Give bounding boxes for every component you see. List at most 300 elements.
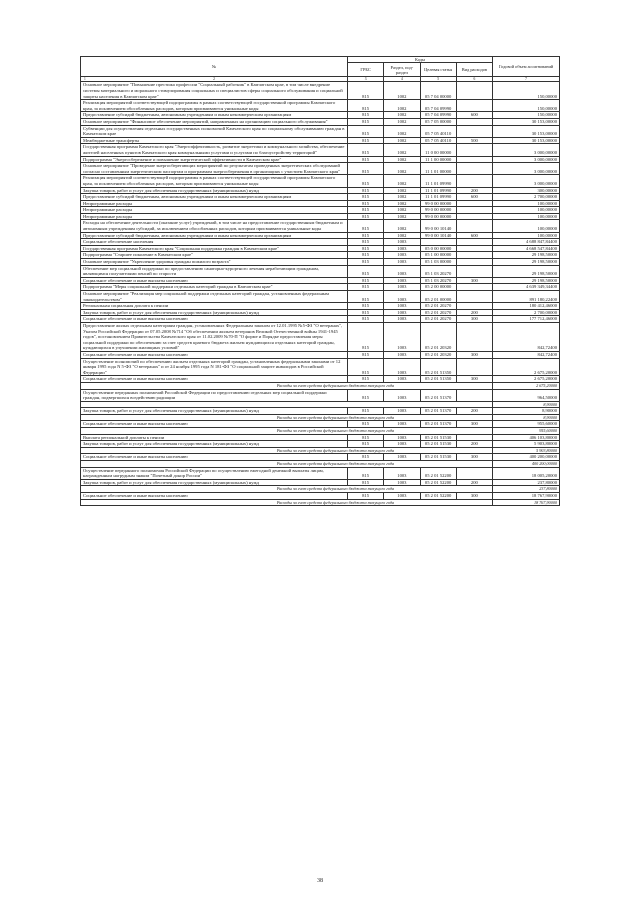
table-row [81, 239, 560, 246]
row-sum: 4 668 547,84400 [493, 245, 560, 252]
row-name: Социальное обеспечение населения [81, 239, 348, 246]
row-razdel: 1003 [384, 441, 420, 448]
row-sum: 29 198,50000 [493, 252, 560, 259]
row-grbs: 815 [348, 194, 384, 201]
row-sum: 100,00000 [493, 232, 560, 239]
row-vr [456, 265, 492, 277]
row-vr [456, 144, 492, 156]
row-cs: 99 0 00 10140 [420, 220, 456, 232]
note-sum: 8,90000 [493, 414, 560, 421]
note-sum: 237,80000 [493, 486, 560, 493]
row-cs: 99 0 00 00000 [420, 213, 456, 220]
row-grbs: 815 [348, 112, 384, 119]
row-grbs: 815 [348, 351, 384, 358]
row-name: Предоставление жилых отдельным категориям граждан, установленных Федеральным законом от 12.01.1995 №5-ФЗ "О ветеранах", Указом Российской Федерации от 07.05.2008 №714 "Об обеспечении жильем ветеранов Великой Отечественной войны 1941-1945 годов", постановлением Правительства Камчатского края от 11.02.2009 №70-П "О форме и Порядке предоставления меры социальной поддержки по обеспечению за счет средств краевого бюджета жильем нуждающихся отдельных категорий граждан, нуждающихся в улучшении жилищных условий" [81, 322, 348, 351]
row-cs: 05 1 03 00000 [420, 259, 456, 266]
row-name: Реализация мероприятий соответствующей подпрограммы в рамках соответствующей государственной программы Камчатского края, за исключением обособленных расходов, которым присваиваются уникальные коды [81, 175, 348, 187]
table-row [81, 207, 560, 214]
row-razdel: 1003 [384, 245, 420, 252]
row-sum: 100,00000 [493, 213, 560, 220]
table-row [81, 156, 560, 163]
table-row [81, 175, 560, 187]
table-row [81, 389, 560, 401]
row-vr: 500 [456, 137, 492, 144]
row-sum: 891 180,22400 [493, 291, 560, 303]
row-razdel: 1002 [384, 232, 420, 239]
row-cs: 05 7 04 00000 [420, 82, 456, 100]
row-vr: 300 [456, 316, 492, 323]
row-razdel: 1002 [384, 112, 420, 119]
row-vr: 200 [456, 441, 492, 448]
row-grbs: 815 [348, 232, 384, 239]
table-row [81, 213, 560, 220]
row-cs: 05 7 04 09990 [420, 100, 456, 112]
row-razdel: 1003 [384, 284, 420, 291]
note-text: Расходы за счет средств федерального бюджета текущего года [81, 499, 493, 506]
row-razdel: 1002 [384, 118, 420, 125]
table-row [81, 252, 560, 259]
row-name: Подпрограмма "Энергосбережение и повышение энергетической эффективности в Камчатском крае" [81, 156, 348, 163]
row-cs: 05 2 01 51530 [420, 454, 456, 461]
row-sum: 2 700,00000 [493, 194, 560, 201]
row-cs: 05 2 01 20320 [420, 351, 456, 358]
row-sum: 400 200,00000 [493, 454, 560, 461]
row-grbs: 815 [348, 252, 384, 259]
row-razdel: 1003 [384, 467, 420, 479]
row-sum: 2 675,20000 [493, 358, 560, 376]
row-cs: 05 7 05 00000 [420, 118, 456, 125]
row-grbs: 815 [348, 408, 384, 415]
note-text: Расходы за счет средств федерального бюджета текущего года [81, 382, 493, 389]
row-grbs: 815 [348, 213, 384, 220]
row-sum: 30 153,00000 [493, 125, 560, 137]
table-note-row [81, 401, 560, 408]
row-grbs: 815 [348, 163, 384, 175]
row-sum: 29 198,50000 [493, 259, 560, 266]
table-row [81, 187, 560, 194]
row-vr [456, 259, 492, 266]
row-sum: 100,00000 [493, 220, 560, 232]
row-cs: 11 1 00 00000 [420, 156, 456, 163]
row-sum: 18 767,90000 [493, 493, 560, 500]
table-row [81, 245, 560, 252]
note-sum: 2 675,20000 [493, 382, 560, 389]
row-cs: 11 1 01 00000 [420, 163, 456, 175]
row-vr [456, 175, 492, 187]
row-name: Социальное обеспечение и иные выплаты населению [81, 493, 348, 500]
row-vr [456, 252, 492, 259]
row-name: Подпрограмма "Старшее поколение в Камчатском крае" [81, 252, 348, 259]
row-sum: 842,72400 [493, 351, 560, 358]
row-razdel: 1002 [384, 82, 420, 100]
table-row [81, 421, 560, 428]
row-razdel: 1003 [384, 408, 420, 415]
table-row [81, 441, 560, 448]
row-name: Закупка товаров, работ и услуг для обеспечения государственных (муниципальных) нужд [81, 441, 348, 448]
table-note-row [81, 382, 560, 389]
row-vr [456, 125, 492, 137]
table-note-row [81, 486, 560, 493]
table-row [81, 144, 560, 156]
row-sum: 406 103,80000 [493, 434, 560, 441]
row-cs: 99 0 00 00000 [420, 207, 456, 214]
row-name: Социальное обеспечение и иные выплаты населению [81, 376, 348, 383]
row-cs: 05 7 04 09990 [420, 112, 456, 119]
table-row [81, 125, 560, 137]
row-cs: 05 2 01 20270 [420, 316, 456, 323]
row-cs: 05 7 05 40110 [420, 125, 456, 137]
row-razdel: 1003 [384, 376, 420, 383]
row-vr [456, 213, 492, 220]
row-name: Основное мероприятие "Укрепление здоровья граждан пожилого возраста" [81, 259, 348, 266]
table-row [81, 434, 560, 441]
row-grbs: 815 [348, 291, 384, 303]
row-vr [456, 207, 492, 214]
row-grbs: 815 [348, 389, 384, 401]
row-razdel: 1002 [384, 125, 420, 137]
row-grbs: 815 [348, 316, 384, 323]
row-name: Социальное обеспечение и иные выплаты населению [81, 454, 348, 461]
colnum-3: 3 [348, 77, 384, 82]
note-text: Расходы за счет средств федерального бюджета текущего года [81, 447, 493, 454]
row-razdel: 1002 [384, 200, 420, 207]
row-grbs: 815 [348, 493, 384, 500]
header-vr: Вид расходов [456, 63, 492, 77]
row-cs: 11 0 00 00000 [420, 144, 456, 156]
row-vr [456, 82, 492, 100]
row-razdel: 1003 [384, 303, 420, 310]
row-razdel: 1003 [384, 322, 420, 351]
note-sum: 955,60000 [493, 428, 560, 435]
table-row [81, 316, 560, 323]
row-vr: 200 [456, 309, 492, 316]
row-cs: 05 2 01 51370 [420, 421, 456, 428]
row-razdel: 1003 [384, 479, 420, 486]
table-note-row [81, 499, 560, 506]
row-vr [456, 163, 492, 175]
row-cs: 05 1 03 20270 [420, 265, 456, 277]
row-vr [456, 389, 492, 401]
row-name: Непрограммные расходы [81, 200, 348, 207]
row-vr [456, 239, 492, 246]
table-row [81, 291, 560, 303]
row-vr: 600 [456, 194, 492, 201]
row-sum: 29 198,50000 [493, 265, 560, 277]
row-razdel: 1002 [384, 100, 420, 112]
row-cs: 05 2 01 52200 [420, 467, 456, 479]
row-sum: 3 000,00000 [493, 156, 560, 163]
row-cs: 05 0 00 00000 [420, 245, 456, 252]
row-cs: 05 7 05 40110 [420, 137, 456, 144]
row-vr: 600 [456, 232, 492, 239]
row-grbs: 815 [348, 441, 384, 448]
row-grbs: 815 [348, 220, 384, 232]
row-razdel: 1002 [384, 213, 420, 220]
row-name: Социальное обеспечение и иные выплаты населению [81, 277, 348, 284]
table-row [81, 82, 560, 100]
row-razdel: 1003 [384, 454, 420, 461]
row-cs: 05 2 01 20270 [420, 303, 456, 310]
table-row [81, 467, 560, 479]
row-vr: 200 [456, 187, 492, 194]
row-grbs: 815 [348, 309, 384, 316]
note-sum: 8,90000 [493, 401, 560, 408]
row-cs: 11 1 01 09990 [420, 175, 456, 187]
table-row [81, 358, 560, 376]
row-sum: 8,90000 [493, 408, 560, 415]
row-sum: 30 153,00000 [493, 118, 560, 125]
header-cs: Целевая статья [420, 63, 456, 77]
row-sum: 177 712,46000 [493, 316, 560, 323]
row-name: Региональная социальная доплата к пенсии [81, 303, 348, 310]
colnum-name [81, 77, 348, 82]
row-name: Основное мероприятие "Реализация мер социальной поддержки отдельных категорий граждан, установленных федеральным законодательством" [81, 291, 348, 303]
row-name: Непрограммные расходы [81, 207, 348, 214]
row-grbs: 815 [348, 137, 384, 144]
row-grbs: 815 [348, 322, 384, 351]
row-cs [420, 239, 456, 246]
row-grbs: 815 [348, 284, 384, 291]
row-cs: 05 2 01 52200 [420, 479, 456, 486]
row-name: Осуществление полномочий по обеспечению жильем отдельных категорий граждан, установленных федеральными законами от 12 января 1995 года N 5-ФЗ "О ветеранах" и от 24 ноября 1995 года N 181-ФЗ "О социальной защите инвалидов в Российской Федерации" [81, 358, 348, 376]
note-text: Расходы за счет средств федерального бюджета текущего года [81, 414, 493, 421]
row-grbs: 815 [348, 454, 384, 461]
row-grbs: 815 [348, 239, 384, 246]
budget-table [80, 56, 560, 506]
header-sum: Годовой объем ассигнований [493, 57, 560, 77]
row-sum: 3 000,00000 [493, 144, 560, 156]
row-vr [456, 303, 492, 310]
row-sum: 150,00000 [493, 112, 560, 119]
row-vr: 300 [456, 421, 492, 428]
row-razdel: 1003 [384, 252, 420, 259]
row-vr [456, 245, 492, 252]
row-razdel: 1003 [384, 291, 420, 303]
row-vr [456, 322, 492, 351]
table-row [81, 118, 560, 125]
row-name: Реализация мероприятий соответствующей подпрограммы в рамках соответствующей государственной программы Камчатского края, за исключением обособленных расходов, которым присваиваются уникальные коды [81, 100, 348, 112]
row-name: Основное мероприятие "Проведение энергосберегающих мероприятий по результатам проведенных энергетических обследований согласно составленным энергетическим паспортам и программам энергосбережения в организациях с участием Камчатского края" [81, 163, 348, 175]
row-vr: 300 [456, 277, 492, 284]
row-razdel: 1003 [384, 239, 420, 246]
row-grbs: 815 [348, 100, 384, 112]
row-vr: 300 [456, 493, 492, 500]
row-sum: 5 903,80000 [493, 441, 560, 448]
colnum-7: 7 [493, 77, 560, 82]
row-sum: 4 639 349,34400 [493, 284, 560, 291]
row-cs: 99 0 00 00000 [420, 200, 456, 207]
row-cs: 05 1 00 00000 [420, 252, 456, 259]
row-name: Подпрограмма "Меры социальной поддержки отдельных категорий граждан в Камчатском крае" [81, 284, 348, 291]
row-vr [456, 284, 492, 291]
row-cs: 05 2 01 51530 [420, 441, 456, 448]
row-vr: 300 [456, 454, 492, 461]
table-row [81, 220, 560, 232]
row-grbs: 815 [348, 265, 384, 277]
row-vr: 600 [456, 112, 492, 119]
row-razdel: 1003 [384, 351, 420, 358]
row-cs: 05 2 01 51350 [420, 376, 456, 383]
table-row [81, 194, 560, 201]
table-row [81, 303, 560, 310]
header-codes: Коды [348, 57, 493, 63]
row-grbs: 815 [348, 156, 384, 163]
table-row [81, 454, 560, 461]
row-sum: 955,60000 [493, 421, 560, 428]
row-grbs: 815 [348, 259, 384, 266]
row-name: Выплата региональной доплаты к пенсии [81, 434, 348, 441]
row-name: Закупка товаров, работ и услуг для обеспечения государственных (муниципальных) нужд [81, 187, 348, 194]
row-name: Предоставление субсидий бюджетным, автономным учреждениям и иным некоммерческим организациям [81, 194, 348, 201]
row-grbs: 815 [348, 479, 384, 486]
table-row [81, 309, 560, 316]
table-row [81, 100, 560, 112]
row-grbs: 815 [348, 125, 384, 137]
row-vr [456, 100, 492, 112]
table-row [81, 259, 560, 266]
row-vr [456, 358, 492, 376]
row-grbs: 815 [348, 358, 384, 376]
row-sum: 3 000,00000 [493, 175, 560, 187]
row-cs: 05 2 01 51370 [420, 408, 456, 415]
row-sum: 150,00000 [493, 100, 560, 112]
row-sum: 842,72400 [493, 322, 560, 351]
row-razdel: 1003 [384, 265, 420, 277]
table-row [81, 376, 560, 383]
budget-table-page [80, 56, 560, 506]
row-vr: 200 [456, 408, 492, 415]
row-vr: 300 [456, 376, 492, 383]
table-note-row [81, 428, 560, 435]
row-grbs: 815 [348, 245, 384, 252]
table-row [81, 277, 560, 284]
row-cs: 05 2 01 52200 [420, 493, 456, 500]
row-name: Межбюджетные трансферты [81, 137, 348, 144]
row-sum: 18 005,20000 [493, 467, 560, 479]
row-vr [456, 434, 492, 441]
row-name: Основное мероприятие "Финансовое обеспечение мероприятий, направленных на организацию социального обслуживания" [81, 118, 348, 125]
row-vr [456, 156, 492, 163]
table-row [81, 112, 560, 119]
row-grbs: 815 [348, 277, 384, 284]
row-grbs: 815 [348, 144, 384, 156]
row-cs: 05 2 01 00000 [420, 291, 456, 303]
row-razdel: 1003 [384, 421, 420, 428]
row-sum: 237,80000 [493, 479, 560, 486]
row-sum: 2 700,00000 [493, 309, 560, 316]
table-row [81, 232, 560, 239]
row-cs: 05 2 00 00000 [420, 284, 456, 291]
note-text [81, 401, 493, 408]
page-number: 38 [317, 878, 323, 884]
table-note-row [81, 447, 560, 454]
header-razdel: Раздел, под-раздел [384, 63, 420, 77]
row-grbs: 815 [348, 376, 384, 383]
row-razdel: 1002 [384, 144, 420, 156]
row-cs: 05 2 01 51350 [420, 358, 456, 376]
row-sum: 150,00000 [493, 82, 560, 100]
note-sum: 18 767,90000 [493, 499, 560, 506]
table-row [81, 284, 560, 291]
table-row [81, 163, 560, 175]
row-vr [456, 118, 492, 125]
colnum-2: 2 [213, 77, 215, 81]
row-razdel: 1003 [384, 316, 420, 323]
row-cs: 05 2 01 20270 [420, 309, 456, 316]
colnum-6: 6 [456, 77, 492, 82]
row-name: Осуществление переданного полномочия Российской Федерации по осуществлению ежегодной денежной выплаты лицам, награжденным нагрудным знаком "Почетный донор России" [81, 467, 348, 479]
table-row [81, 322, 560, 351]
header-grbs: ГРБС [348, 63, 384, 77]
row-razdel: 1003 [384, 358, 420, 376]
row-name: Предоставление субсидий бюджетным, автономным учреждениям и иным некоммерческим организациям [81, 112, 348, 119]
row-razdel: 1002 [384, 156, 420, 163]
row-razdel: 1002 [384, 187, 420, 194]
header-num: № [81, 57, 348, 77]
row-name: Социальное обеспечение и иные выплаты населению [81, 421, 348, 428]
row-cs: 05 2 01 51370 [420, 389, 456, 401]
row-vr [456, 200, 492, 207]
note-sum: 5 903,80000 [493, 447, 560, 454]
row-sum: 4 688 847,84400 [493, 239, 560, 246]
row-razdel: 1002 [384, 194, 420, 201]
row-name: Государственная программа Камчатского края "Социальная поддержка граждан в Камчатском крае" [81, 245, 348, 252]
row-sum: 100,00000 [493, 207, 560, 214]
row-name: Социальное обеспечение и иные выплаты населению [81, 351, 348, 358]
row-sum: 29 198,50000 [493, 277, 560, 284]
row-razdel: 1003 [384, 389, 420, 401]
row-grbs: 815 [348, 82, 384, 100]
row-vr [456, 291, 492, 303]
row-grbs: 815 [348, 467, 384, 479]
row-cs: 05 2 01 51530 [420, 434, 456, 441]
table-row [81, 137, 560, 144]
colnum-1: 1 [84, 77, 86, 81]
row-vr [456, 467, 492, 479]
row-grbs: 815 [348, 200, 384, 207]
row-sum: 180 412,46000 [493, 303, 560, 310]
table-row [81, 479, 560, 486]
row-razdel: 1003 [384, 259, 420, 266]
row-razdel: 1003 [384, 493, 420, 500]
note-text: Расходы за счет средств федерального бюджета текущего года [81, 461, 493, 468]
row-cs: 11 1 01 09990 [420, 187, 456, 194]
row-name: Государственная программа Камчатского края "Энергоэффективность, развитие энергетики и коммунального хозяйства, обеспечение жителей населенных пунктов Камчатского края коммунальными услугами и услугами по благоустройству территорий" [81, 144, 348, 156]
table-body [81, 77, 560, 506]
row-grbs: 815 [348, 434, 384, 441]
row-grbs: 815 [348, 207, 384, 214]
row-sum: 3 000,00000 [493, 163, 560, 175]
row-name: Основное мероприятие "Повышение престижа профессии "Социальный работник" в Камчатском крае, в том числе внедрение системы материального и морального стимулирования социальных и специалистов сферы социального обслуживания и социальной защиты населения в Камчатском крае" [81, 82, 348, 100]
row-razdel: 1002 [384, 163, 420, 175]
row-grbs: 815 [348, 118, 384, 125]
note-text: Расходы за счет средств федерального бюджета текущего года [81, 428, 493, 435]
table-note-row [81, 414, 560, 421]
table-row [81, 493, 560, 500]
row-grbs: 815 [348, 421, 384, 428]
row-razdel: 1002 [384, 175, 420, 187]
table-row [81, 351, 560, 358]
row-grbs: 815 [348, 303, 384, 310]
row-grbs: 815 [348, 175, 384, 187]
row-vr: 300 [456, 351, 492, 358]
row-sum: 2 675,20000 [493, 376, 560, 383]
colnum-5: 5 [420, 77, 456, 82]
row-sum: 30 153,00000 [493, 137, 560, 144]
row-vr [456, 220, 492, 232]
table-row [81, 408, 560, 415]
row-sum: 964,50000 [493, 389, 560, 401]
